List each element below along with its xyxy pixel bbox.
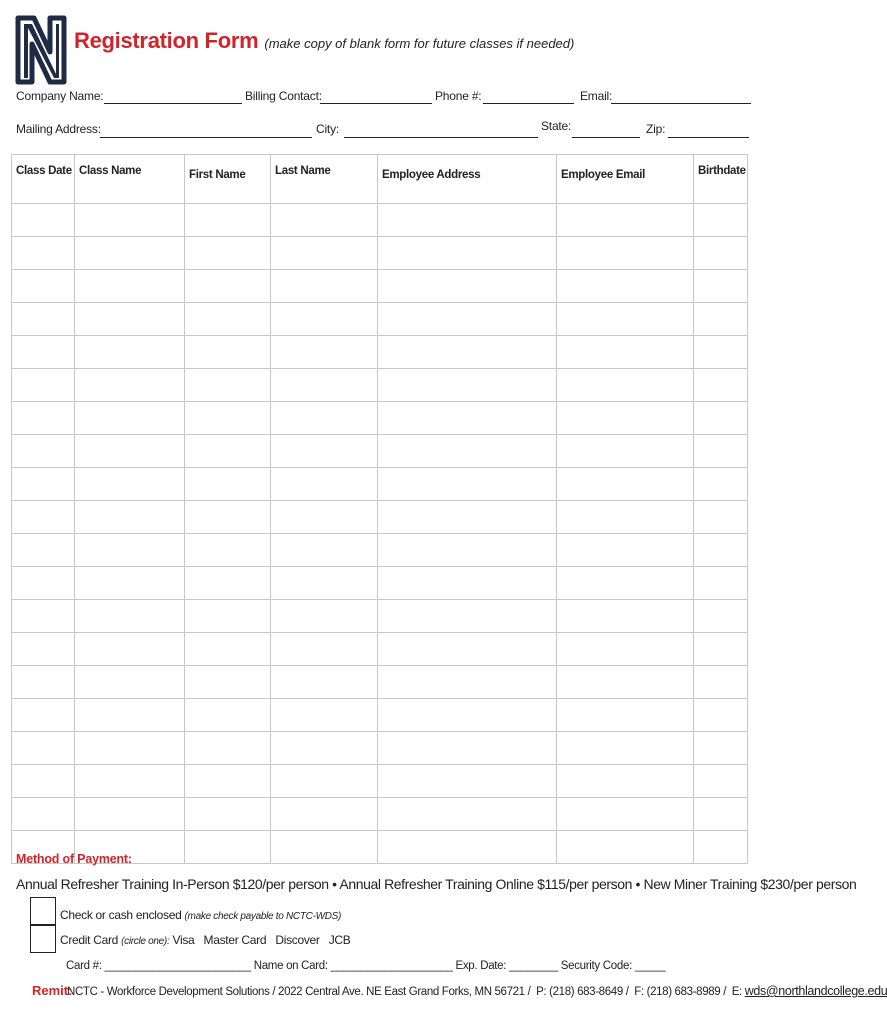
table-cell[interactable] [75, 369, 185, 402]
column-header: Class Name [75, 155, 185, 204]
table-cell[interactable] [378, 732, 557, 765]
table-cell[interactable] [557, 369, 694, 402]
table-cell[interactable] [694, 699, 748, 732]
column-header: Class Date [12, 155, 75, 204]
table-cell[interactable] [378, 600, 557, 633]
table-cell[interactable] [185, 402, 271, 435]
table-cell[interactable] [12, 204, 75, 237]
table-cell[interactable] [271, 468, 378, 501]
column-header: First Name [185, 155, 271, 204]
table-cell[interactable] [185, 798, 271, 831]
table-cell[interactable] [75, 270, 185, 303]
table-cell[interactable] [694, 765, 748, 798]
page-title [74, 28, 574, 54]
table-cell[interactable] [557, 204, 694, 237]
table-cell[interactable] [75, 765, 185, 798]
check-cash-note: (make check payable to NCTC-WDS) [184, 911, 342, 922]
table-cell[interactable] [271, 270, 378, 303]
table-cell[interactable] [557, 732, 694, 765]
table-cell[interactable] [378, 270, 557, 303]
table-cell[interactable] [557, 633, 694, 666]
table-cell[interactable] [557, 567, 694, 600]
table-cell[interactable] [271, 501, 378, 534]
table-cell[interactable] [557, 501, 694, 534]
table-cell[interactable] [271, 369, 378, 402]
table-cell[interactable] [185, 666, 271, 699]
table-cell[interactable] [694, 600, 748, 633]
table-cell[interactable] [75, 633, 185, 666]
registration-table [11, 154, 747, 842]
table-cell[interactable] [271, 567, 378, 600]
card-types[interactable]: Visa Master Card Discover JCB [172, 933, 351, 947]
table-cell[interactable] [12, 369, 75, 402]
table-cell[interactable] [12, 435, 75, 468]
table-cell[interactable] [378, 633, 557, 666]
table-cell[interactable] [378, 699, 557, 732]
table-row [12, 402, 748, 435]
table-cell[interactable] [271, 732, 378, 765]
table-cell[interactable] [271, 534, 378, 567]
table-cell[interactable] [185, 369, 271, 402]
table-cell[interactable] [271, 798, 378, 831]
table-row [12, 666, 748, 699]
table-cell[interactable] [694, 336, 748, 369]
table-cell[interactable] [694, 303, 748, 336]
table-cell[interactable] [75, 534, 185, 567]
table-cell[interactable] [694, 798, 748, 831]
table-row [12, 303, 748, 336]
table-cell[interactable] [75, 567, 185, 600]
northland-n-logo-icon [14, 14, 68, 86]
column-header: Employee Email [557, 155, 694, 204]
table-cell[interactable] [557, 600, 694, 633]
table-row [12, 534, 748, 567]
phone-label: Phone #: [435, 89, 482, 103]
table-row [12, 633, 748, 666]
state-label: State: [541, 119, 572, 133]
pricing-line: Annual Refresher Training In-Person $120/per person • Annual Refresher Training Online $115/per person • New Miner Training $230/per person [16, 876, 857, 892]
table-row [12, 765, 748, 798]
table-row [12, 435, 748, 468]
table-cell[interactable] [75, 402, 185, 435]
table-cell[interactable] [185, 534, 271, 567]
mailing-address-label: Mailing Address: [16, 122, 101, 136]
table-cell[interactable] [75, 798, 185, 831]
table-cell[interactable] [557, 666, 694, 699]
table-cell[interactable] [378, 567, 557, 600]
table-cell[interactable] [271, 633, 378, 666]
table-cell[interactable] [185, 204, 271, 237]
table-cell[interactable] [378, 402, 557, 435]
table-cell[interactable] [557, 237, 694, 270]
table-cell[interactable] [378, 534, 557, 567]
table-row [12, 369, 748, 402]
table-cell[interactable] [12, 336, 75, 369]
remit-email-link[interactable]: wds@northlandcollege.edu [744, 984, 887, 998]
credit-card-label: Credit Card [60, 933, 119, 947]
table-cell[interactable] [378, 831, 557, 864]
table-cell[interactable] [271, 600, 378, 633]
table-cell[interactable] [557, 699, 694, 732]
table-cell[interactable] [271, 765, 378, 798]
check-cash-option [60, 908, 341, 922]
title-note: (make copy of blank form for future classes if needed) [264, 36, 575, 51]
table-cell[interactable] [12, 501, 75, 534]
table-cell[interactable] [271, 831, 378, 864]
column-header: Employee Address [378, 155, 557, 204]
table-cell[interactable] [694, 831, 748, 864]
table-cell[interactable] [185, 765, 271, 798]
table-cell[interactable] [75, 435, 185, 468]
table-cell[interactable] [378, 798, 557, 831]
credit-card-note: (circle one): [121, 936, 170, 947]
table-row [12, 501, 748, 534]
table-cell[interactable] [694, 237, 748, 270]
table-cell[interactable] [694, 666, 748, 699]
table-cell[interactable] [12, 732, 75, 765]
table-row [12, 204, 748, 237]
table-row [12, 798, 748, 831]
billing-contact-label: Billing Contact: [245, 89, 322, 103]
method-of-payment-heading: Method of Payment: [16, 852, 132, 866]
table-cell[interactable] [271, 204, 378, 237]
table-row [12, 600, 748, 633]
table-cell[interactable] [185, 732, 271, 765]
table-cell[interactable] [271, 237, 378, 270]
table-cell[interactable] [557, 534, 694, 567]
table-cell[interactable] [185, 600, 271, 633]
table-cell[interactable] [12, 534, 75, 567]
table-cell[interactable] [557, 435, 694, 468]
table-cell[interactable] [694, 534, 748, 567]
table-cell[interactable] [185, 633, 271, 666]
table-cell[interactable] [12, 567, 75, 600]
table-cell[interactable] [12, 402, 75, 435]
zip-field[interactable] [668, 137, 749, 138]
table-cell[interactable] [694, 633, 748, 666]
table-cell[interactable] [694, 468, 748, 501]
table-cell[interactable] [185, 237, 271, 270]
table-cell[interactable] [694, 732, 748, 765]
table-cell[interactable] [75, 468, 185, 501]
table-cell[interactable] [378, 765, 557, 798]
remit-label: Remit: [32, 983, 73, 998]
table-cell[interactable] [185, 831, 271, 864]
table-header-row [12, 155, 748, 204]
billing-contact-field[interactable] [320, 103, 432, 104]
table-cell[interactable] [75, 237, 185, 270]
remit-address [67, 984, 887, 998]
table-cell[interactable] [75, 666, 185, 699]
table-cell[interactable] [378, 468, 557, 501]
table-cell[interactable] [12, 303, 75, 336]
city-label: City: [316, 122, 340, 136]
table-cell[interactable] [75, 600, 185, 633]
table-cell[interactable] [75, 699, 185, 732]
table-cell[interactable] [12, 237, 75, 270]
table-cell[interactable] [75, 501, 185, 534]
table-cell[interactable] [75, 204, 185, 237]
table-cell[interactable] [75, 732, 185, 765]
table-cell[interactable] [557, 765, 694, 798]
table-row [12, 699, 748, 732]
city-field[interactable] [344, 137, 538, 138]
table-cell[interactable] [378, 336, 557, 369]
zip-label: Zip: [646, 122, 666, 136]
table-cell[interactable] [557, 270, 694, 303]
table-cell[interactable] [378, 435, 557, 468]
table-cell[interactable] [378, 303, 557, 336]
phone-field[interactable] [483, 103, 574, 104]
table-cell[interactable] [185, 435, 271, 468]
state-field[interactable] [572, 137, 640, 138]
table-cell[interactable] [185, 270, 271, 303]
table-row [12, 270, 748, 303]
table-cell[interactable] [694, 402, 748, 435]
remit-text: NCTC - Workforce Development Solutions / 2022 Central Ave. NE East Grand Forks, MN 56721 / P: (218) 683-8649 / F: (218) 683-8989 / E: [67, 986, 745, 998]
column-header: Last Name [271, 155, 378, 204]
credit-card-checkbox[interactable] [30, 925, 56, 953]
table-cell[interactable] [557, 468, 694, 501]
table-cell[interactable] [557, 402, 694, 435]
table-cell[interactable] [185, 468, 271, 501]
email-label: Email: [580, 89, 613, 103]
table-cell[interactable] [185, 501, 271, 534]
table-cell[interactable] [12, 798, 75, 831]
table-cell[interactable] [694, 435, 748, 468]
table-cell[interactable] [557, 336, 694, 369]
table-cell[interactable] [12, 666, 75, 699]
table-cell[interactable] [271, 303, 378, 336]
table-cell[interactable] [271, 666, 378, 699]
table-cell[interactable] [12, 699, 75, 732]
table-cell[interactable] [12, 468, 75, 501]
table-cell[interactable] [378, 237, 557, 270]
table-row [12, 732, 748, 765]
column-header: Birthdate [694, 155, 748, 204]
table-row [12, 567, 748, 600]
check-cash-label: Check or cash enclosed [60, 908, 182, 922]
table-cell[interactable] [694, 204, 748, 237]
table-cell[interactable] [694, 369, 748, 402]
company-name-label: Company Name: [16, 89, 104, 103]
table-cell[interactable] [271, 435, 378, 468]
table-cell[interactable] [378, 666, 557, 699]
table-cell[interactable] [557, 303, 694, 336]
card-details-line[interactable]: Card #: ________________________ Name on Card: ____________________ Exp. Date: ________ Security Code: _____ [66, 960, 666, 972]
table-cell[interactable] [12, 765, 75, 798]
table-cell[interactable] [12, 633, 75, 666]
table-cell[interactable] [271, 402, 378, 435]
table-cell[interactable] [185, 303, 271, 336]
table-cell[interactable] [694, 567, 748, 600]
table-cell[interactable] [378, 501, 557, 534]
credit-card-option [60, 933, 351, 947]
title-text: Registration Form [74, 28, 259, 53]
table-cell[interactable] [378, 204, 557, 237]
mailing-address-field[interactable] [100, 137, 312, 138]
table-cell[interactable] [557, 798, 694, 831]
table-cell[interactable] [12, 270, 75, 303]
table-row [12, 468, 748, 501]
table-cell[interactable] [271, 336, 378, 369]
table-cell[interactable] [185, 336, 271, 369]
table-cell[interactable] [185, 567, 271, 600]
table-cell[interactable] [75, 303, 185, 336]
table-cell[interactable] [694, 501, 748, 534]
table-cell[interactable] [185, 699, 271, 732]
table-cell[interactable] [271, 699, 378, 732]
table-cell[interactable] [12, 600, 75, 633]
email-field[interactable] [611, 103, 751, 104]
table-row [12, 237, 748, 270]
check-cash-checkbox[interactable] [30, 897, 56, 925]
table-cell[interactable] [378, 369, 557, 402]
table-cell[interactable] [694, 270, 748, 303]
table-row [12, 336, 748, 369]
table-cell[interactable] [75, 336, 185, 369]
table-cell[interactable] [557, 831, 694, 864]
company-name-field[interactable] [104, 103, 242, 104]
